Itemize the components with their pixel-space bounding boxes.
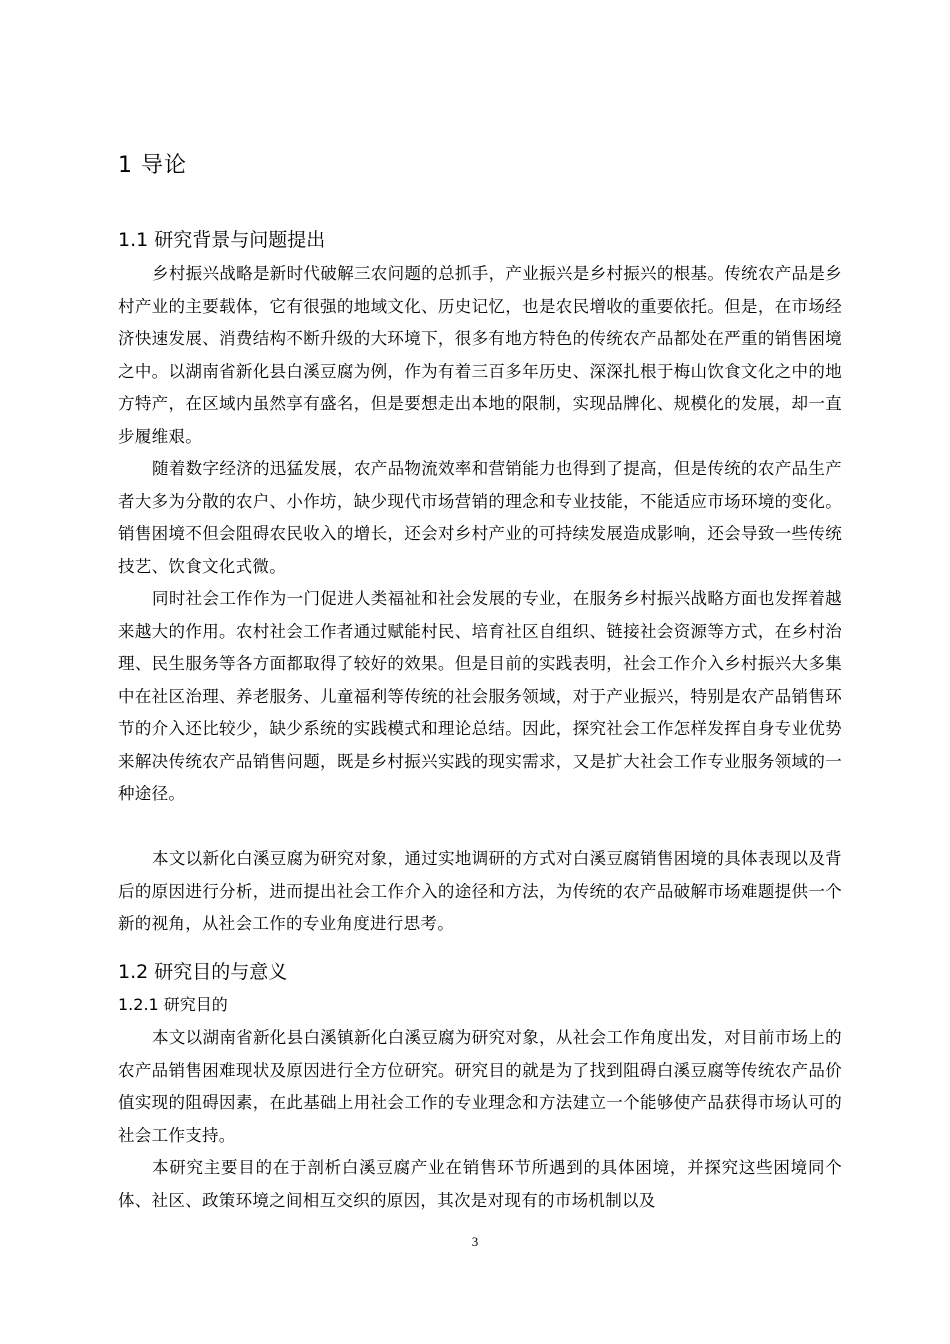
body-paragraph: 随着数字经济的迅猛发展，农产品物流效率和营销能力也得到了提高，但是传统的农产品生产者大多为分散的农户、小作坊，缺少现代市场营销的理念和专业技能，不能适应市场环境的变化。销售困境不但会阻碍农民收入的增长，还会对乡村产业的可持续发展造成影响，还会导致一些传统技艺、饮食文化式微。: [118, 459, 842, 576]
body-paragraph: 乡村振兴战略是新时代破解三农问题的总抓手，产业振兴是乡村振兴的根基。传统农产品是乡村产业的主要载体，它有很强的地域文化、历史记忆，也是农民增收的重要依托。但是，在市场经济快速发展、消费结构不断升级的大环境下，很多有地方特色的传统农产品都处在严重的销售困境之中。以湖南省新化县白溪豆腐为例，作为有着三百多年历史、深深扎根于梅山饮食文化之中的地方特产，在区域内虽然享有盛名，但是要想走出本地的限制，实现品牌化、规模化的发展，却一直步履维艰。: [118, 264, 842, 446]
body-paragraph: 本文以新化白溪豆腐为研究对象，通过实地调研的方式对白溪豆腐销售困境的具体表现以及背后的原因进行分析，进而提出社会工作介入的途径和方法，为传统的农产品破解市场难题提供一个新的视角，从社会工作的专业角度进行思考。: [118, 849, 842, 933]
section-heading-1-1: 1.1 研究背景与问题提出: [118, 229, 326, 251]
chapter-heading: 1 导论: [118, 153, 187, 178]
page-number: 3: [471, 1234, 479, 1249]
body-paragraph: 本文以湖南省新化县白溪镇新化白溪豆腐为研究对象，从社会工作角度出发，对目前市场上的农产品销售困难现状及原因进行全方位研究。研究目的就是为了找到阻碍白溪豆腐等传统农产品价值实现的阻碍因素，在此基础上用社会工作的专业理念和方法建立一个能够使产品获得市场认可的社会工作支持。: [118, 1028, 842, 1145]
section-heading-1-2: 1.2 研究目的与意义: [118, 961, 288, 983]
body-paragraph: 本研究主要目的在于剖析白溪豆腐产业在销售环节所遇到的具体困境，并探究这些困境同个体、社区、政策环境之间相互交织的原因，其次是对现有的市场机制以及: [118, 1158, 842, 1210]
subsection-heading-1-2-1: 1.2.1 研究目的: [118, 995, 228, 1014]
body-paragraph: 同时社会工作作为一门促进人类福祉和社会发展的专业，在服务乡村振兴战略方面也发挥着越来越大的作用。农村社会工作者通过赋能村民、培育社区自组织、链接社会资源等方式，在乡村治理、民生服务等各方面都取得了较好的效果。但是目前的实践表明，社会工作介入乡村振兴大多集中在社区治理、养老服务、儿童福利等传统的社会服务领域，对于产业振兴，特别是农产品销售环节的介入还比较少，缺少系统的实践模式和理论总结。因此，探究社会工作怎样发挥自身专业优势来解决传统农产品销售问题，既是乡村振兴实践的现实需求，又是扩大社会工作专业服务领域的一种途径。: [118, 589, 842, 803]
